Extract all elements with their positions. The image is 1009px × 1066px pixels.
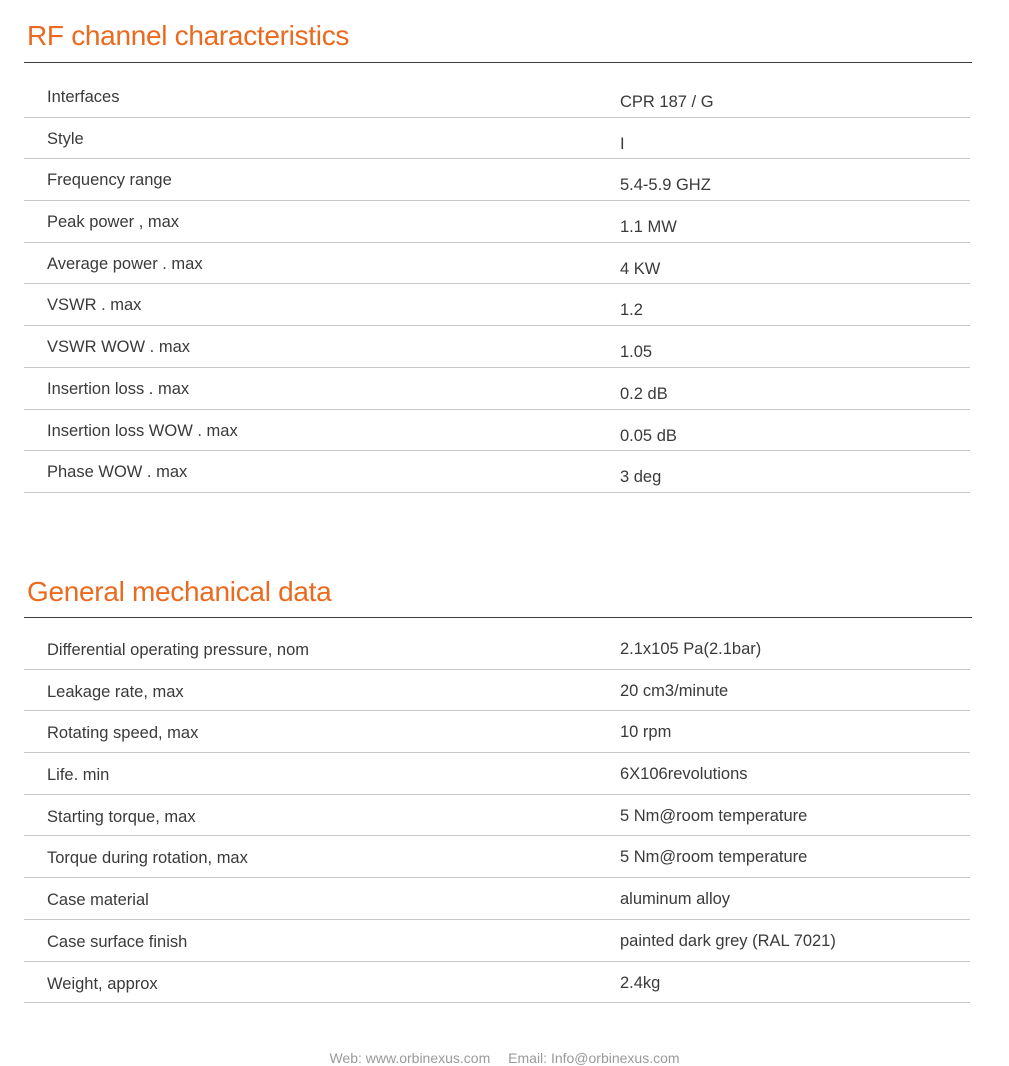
row-value: 4 KW [620,259,661,278]
table-row [24,201,970,243]
row-value: 3 deg [620,468,662,487]
table-row [24,920,970,962]
table-row [24,76,970,118]
rf-title-rule [24,62,972,63]
table-row [24,670,970,712]
table-row [24,159,970,201]
row-value: 0.05 dB [620,426,677,445]
row-label: Insertion loss . max [47,379,190,398]
row-value: I [620,134,625,153]
row-label: Differential operating pressure, nom [47,641,310,659]
row-label: Case surface finish [47,932,188,951]
rf-section-title: RF channel characteristics [27,20,350,51]
row-label: Phase WOW . max [47,463,188,482]
row-value: 1.05 [620,343,653,362]
row-label: Torque during rotation, max [47,849,248,868]
table-row [24,795,970,837]
row-value: 10 rpm [620,723,672,742]
row-value: 2.1x105 Pa(2.1bar) [620,640,762,658]
row-value: 1.1 MW [620,218,677,237]
table-row [24,410,970,452]
row-label: Case material [47,891,149,910]
row-label: Frequency range [47,171,172,190]
mechanical-title-rule [24,617,972,618]
table-row [24,836,970,878]
row-value: 5 Nm@room temperature [620,848,808,867]
table-row [24,753,970,795]
row-value: 1.2 [620,301,643,320]
row-value: 2.4kg [620,973,661,992]
row-value: aluminum alloy [620,890,731,909]
table-row [24,878,970,920]
row-label: Style [47,129,84,148]
row-value: 6X106revolutions [620,765,748,784]
row-value: CPR 187 / G [620,93,714,111]
table-row [24,118,970,160]
table-row [24,284,970,326]
table-row [24,326,970,368]
table-row [24,628,970,670]
table-row [24,368,970,410]
table-row [24,711,970,753]
row-label: Insertion loss WOW . max [47,421,238,440]
row-value: 0.2 dB [620,384,668,403]
row-label: Life. min [47,766,110,785]
row-label: Leakage rate, max [47,682,184,701]
row-value: 20 cm3/minute [620,681,729,700]
row-label: VSWR WOW . max [47,338,190,357]
table-row [24,962,970,1004]
row-value: 5 Nm@room temperature [620,806,808,825]
table-row [24,243,970,285]
mechanical-section-title: General mechanical data [27,576,332,607]
row-label: VSWR . max [47,296,142,315]
row-value: 5.4-5.9 GHZ [620,176,711,195]
footer-web-link[interactable]: Web: www.orbinexus.com [329,1050,491,1066]
row-label: Peak power , max [47,213,180,232]
row-label: Weight, approx [47,974,158,993]
row-label: Rotating speed, max [47,724,199,743]
row-label: Average power . max [47,254,203,273]
row-label: Interfaces [47,88,120,106]
rf-spec-table [24,76,970,493]
footer-email-link[interactable]: Email: Info@orbinexus.com [508,1050,680,1066]
table-row [24,451,970,493]
mechanical-spec-table [24,628,970,1003]
row-value: painted dark grey (RAL 7021) [620,931,836,950]
row-label: Starting torque, max [47,807,196,826]
